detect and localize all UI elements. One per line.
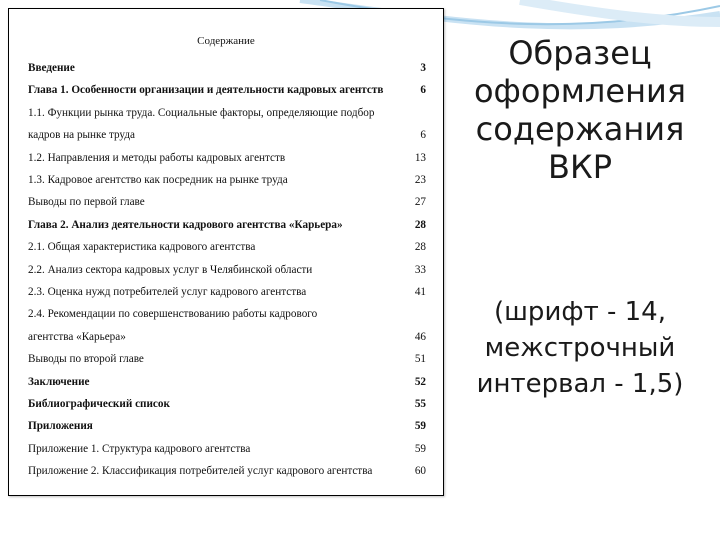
toc-row — [28, 239, 426, 255]
toc-entry-text: 2.2. Анализ сектора кадровых услуг в Челябинской области — [28, 263, 313, 276]
table-of-contents-page — [8, 8, 444, 496]
toc-page-number: 41 — [414, 286, 426, 298]
toc-page-number: 28 — [414, 218, 426, 231]
toc-page-number: 51 — [414, 353, 426, 366]
toc-title: Содержание — [197, 35, 255, 47]
slide-note-line: интервал - 1,5) — [476, 369, 684, 399]
toc-entry-text: Библиографический список — [28, 398, 170, 410]
slide-note-line: межстрочный — [484, 333, 676, 363]
toc-page-number: 6 — [420, 129, 426, 142]
toc-row — [28, 351, 426, 367]
toc-entry-text: 2.4. Рекомендации по совершенствованию работы кадрового — [28, 308, 318, 321]
toc-row — [28, 374, 426, 390]
slide-note-line: (шрифт - 14, — [494, 297, 666, 327]
toc-page-number: 55 — [414, 398, 426, 410]
toc-row — [28, 217, 426, 233]
toc-row — [28, 60, 426, 76]
toc-entry-text: 2.1. Общая характеристика кадрового агентства — [28, 241, 256, 254]
toc-page-number: 59 — [414, 420, 426, 433]
slide-title-line: содержания — [475, 110, 685, 148]
toc-row — [28, 127, 426, 143]
toc-row — [28, 150, 426, 166]
toc-page-number: 52 — [414, 375, 426, 388]
toc-page-number: 28 — [414, 241, 426, 254]
toc-row — [28, 262, 426, 278]
toc-entry-text: Введение — [28, 62, 75, 74]
toc-entry-text: 1.3. Кадровое агентство как посредник на рынке труда — [28, 174, 288, 186]
toc-page-number: 46 — [414, 330, 426, 343]
slide-title — [452, 34, 708, 186]
toc-page-number: 60 — [414, 465, 426, 478]
toc-row — [28, 463, 426, 479]
toc-row — [28, 306, 426, 322]
toc-row — [28, 396, 426, 412]
toc-page-number: 23 — [414, 174, 426, 186]
toc-row — [28, 284, 426, 300]
toc-row — [28, 172, 426, 188]
toc-page-number: 59 — [414, 442, 426, 455]
toc-page-number: 13 — [414, 151, 426, 164]
toc-entry-text: Выводы по первой главе — [28, 196, 145, 209]
toc-page-number: 3 — [420, 62, 426, 74]
toc-row — [28, 82, 426, 98]
toc-entry-text: Приложение 1. Структура кадрового агентства — [28, 442, 251, 455]
toc-entry-text: Приложение 2. Классификация потребителей услуг кадрового агентства — [28, 465, 373, 478]
slide-title-line: оформления — [473, 72, 687, 110]
toc-entry-text: Выводы по второй главе — [28, 353, 144, 366]
toc-row — [28, 194, 426, 210]
slide-title-line: Образец — [508, 34, 652, 72]
toc-entry-text: Заключение — [28, 375, 90, 388]
toc-entry-text: Приложения — [28, 420, 93, 433]
toc-page-number: 6 — [420, 84, 426, 97]
toc-entry-text: 2.3. Оценка нужд потребителей услуг кадрового агентства — [28, 286, 307, 298]
toc-page-number: 33 — [414, 263, 426, 276]
toc-row — [28, 441, 426, 457]
toc-entry-text: Глава 1. Особенности организации и деятельности кадровых агентств — [28, 84, 384, 97]
toc-entry-text: кадров на рынке труда — [28, 129, 135, 142]
slide-title-line: ВКР — [548, 148, 612, 186]
toc-entry-text: 1.2. Направления и методы работы кадровых агентств — [28, 151, 286, 164]
toc-row — [28, 418, 426, 434]
slide-note — [452, 294, 708, 402]
toc-row — [28, 329, 426, 345]
toc-page-number: 27 — [414, 196, 426, 209]
toc-entry-text: агентства «Карьера» — [28, 330, 126, 343]
toc-entry-text: Глава 2. Анализ деятельности кадрового агентства «Карьера» — [28, 218, 343, 231]
toc-row — [28, 105, 426, 121]
toc-entry-text: 1.1. Функции рынка труда. Социальные факторы, определяющие подбор — [28, 106, 375, 119]
